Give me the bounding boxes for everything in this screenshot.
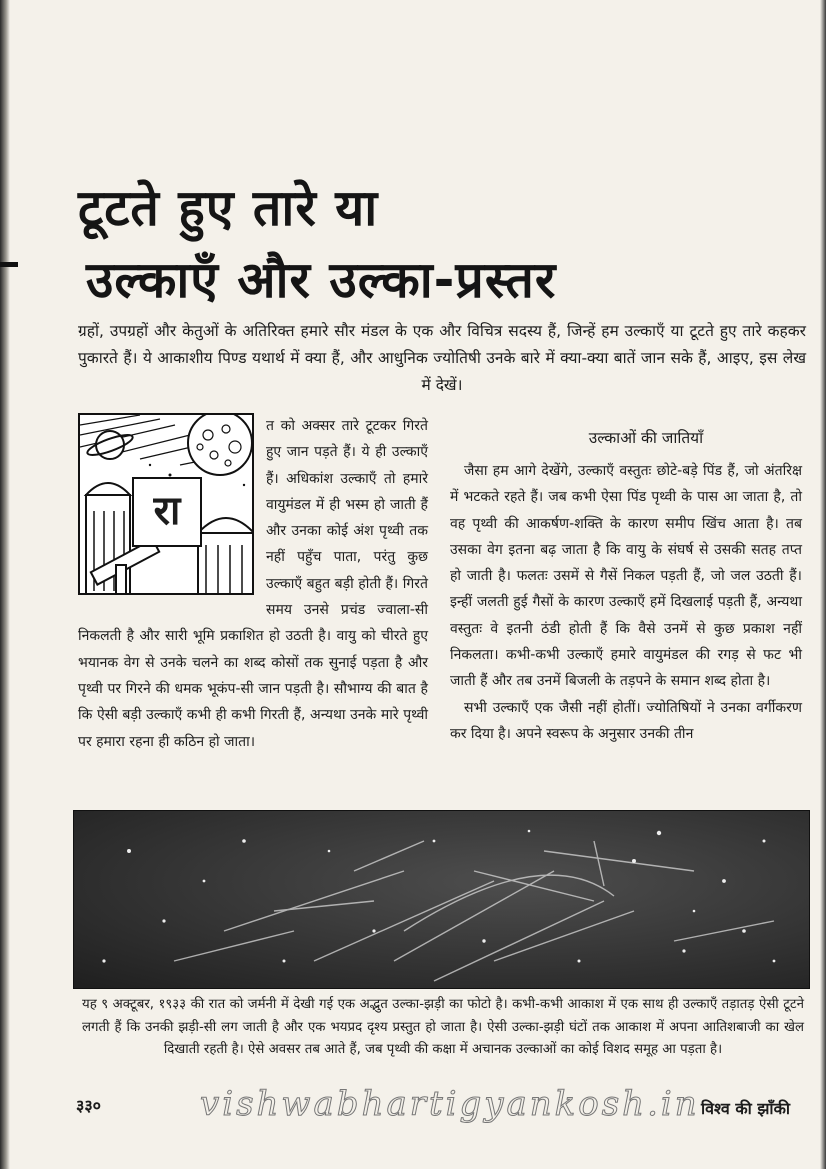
- drop-cap-letter: रा: [132, 477, 202, 547]
- photo-caption: यह ९ अक्टूबर, १९३३ की रात को जर्मनी में देखी गई एक अद्भुत उल्का-झड़ी का फोटो है। कभी-कभी आकाश में एक साथ ही उल्काएँ तड़ातड़ ऐसी टूटने लगती हैं कि उनकी झड़ी-सी लग जाती है और एक भयप्रद दृश्य प्रस्तुत हो जाता है। ऐसी उल्का-झड़ी घंटों तक आकाश में अपना आतिशबाजी का खेल दिखाती रहती है। ऐसे अवसर तब आते हैं, जब पृथ्वी की कक्षा में अचानक उल्काओं का कोई विशद समूह आ पड़ता है।: [82, 997, 804, 1057]
- title-line-2: उल्काएँ और उल्का-प्रस्तर: [86, 251, 557, 309]
- meteor-streaks: [74, 811, 809, 988]
- margin-mark: [0, 262, 18, 267]
- meteor-shower-photo: [73, 810, 810, 989]
- intro-paragraph: ग्रहों, उपग्रहों और केतुओं के अतिरिक्त हमारे सौर मंडल के एक और विचित्र सदस्य हैं, जिन्हें हम उल्काएँ या टूटते हुए तारे कहकर पुकारते हैं। ये आकाशीय पिण्ड यथार्थ में क्या हैं, और आधुनिक ज्योतिषी उनके बारे में क्या-क्या बातें जान सके हैं, आइए, इस लेख में देखें।: [78, 322, 806, 394]
- page-number: ३३०: [76, 1096, 101, 1115]
- left-column-text: त को अक्सर तारे टूटकर गिरते हुए जान पड़ते हैं। ये ही उल्काएँ हैं। अधिकांश उल्काएँ तो हमारे वायुमंडल में ही भस्म हो जाती हैं और उनका कोई अंश पृथ्वी तक नहीं पहुँच पाता, परंतु कुछ उल्काएँ बहुत बड़ी होती हैं। गिरते समय उनसे प्रचंड ज्वाला-सी निकलती है और सारी भूमि प्रकाशित हो उठती है। वायु को चीरते हुए भयानक वेग से उनके चलने का शब्द कोसों तक सुनाई पड़ता है और पृथ्वी पर गिरने की धमक भूकंप-सी जान पड़ती है। सौभाग्य की बात है कि ऐसी बड़ी उल्काएँ कभी ही कभी गिरती हैं, अन्यथा उनके मारे पृथ्वी पर हमारा रहना ही कठिन हो जाता।: [78, 418, 428, 750]
- page-edge-right: [820, 0, 826, 1169]
- watermark: vishwabhartigyankosh.in: [200, 1084, 700, 1124]
- magazine-name: विश्व की झाँकी: [701, 1099, 790, 1118]
- left-column: [78, 413, 428, 755]
- right-paragraph-1: जैसा हम आगे देखेंगे, उल्काएँ वस्तुतः छोटे-बड़े पिंड हैं, जो अंतरिक्ष में भटकते रहते हैं। जब कभी ऐसा पिंड पृथ्वी के पास आ जाता है, तो वह पृथ्वी की आकर्षण-शक्ति के कारण समीप खिंच आता है। तब उसका वेग इतना बढ़ जाता है कि वायु के संघर्ष से उसकी सतह तप्त हो जाती है। फलतः उसमें से गैसें निकल पड़ती हैं, जो जल उठती हैं। इन्हीं जलती हुई गैसों के कारण उल्काएँ हमें दिखलाई पड़ती हैं, अन्यथा वस्तुतः वे इतनी ठंडी होती हैं कि वैसे उनमें से कुछ प्रकाश नहीं निकलता। कभी-कभी उल्काएँ हमारे वायुमंडल की रगड़ से फट भी जाती हैं और तब उनमें बिजली के तड़पने के समान शब्द होता है।: [450, 463, 802, 690]
- section-heading: उल्काओं की जातियाँ: [588, 429, 704, 447]
- drop-cap-illustration: [78, 413, 254, 595]
- right-paragraph-2: सभी उल्काएँ एक जैसी नहीं होतीं। ज्योतिषियों ने उनका वर्गीकरण कर दिया है। अपने स्वरूप के अनुसार उनकी तीन: [450, 699, 802, 742]
- article-title: [78, 172, 556, 316]
- right-column: [450, 426, 802, 747]
- title-line-1: टूटते हुए तारे या: [78, 179, 379, 237]
- page-edge-left: [0, 0, 10, 1169]
